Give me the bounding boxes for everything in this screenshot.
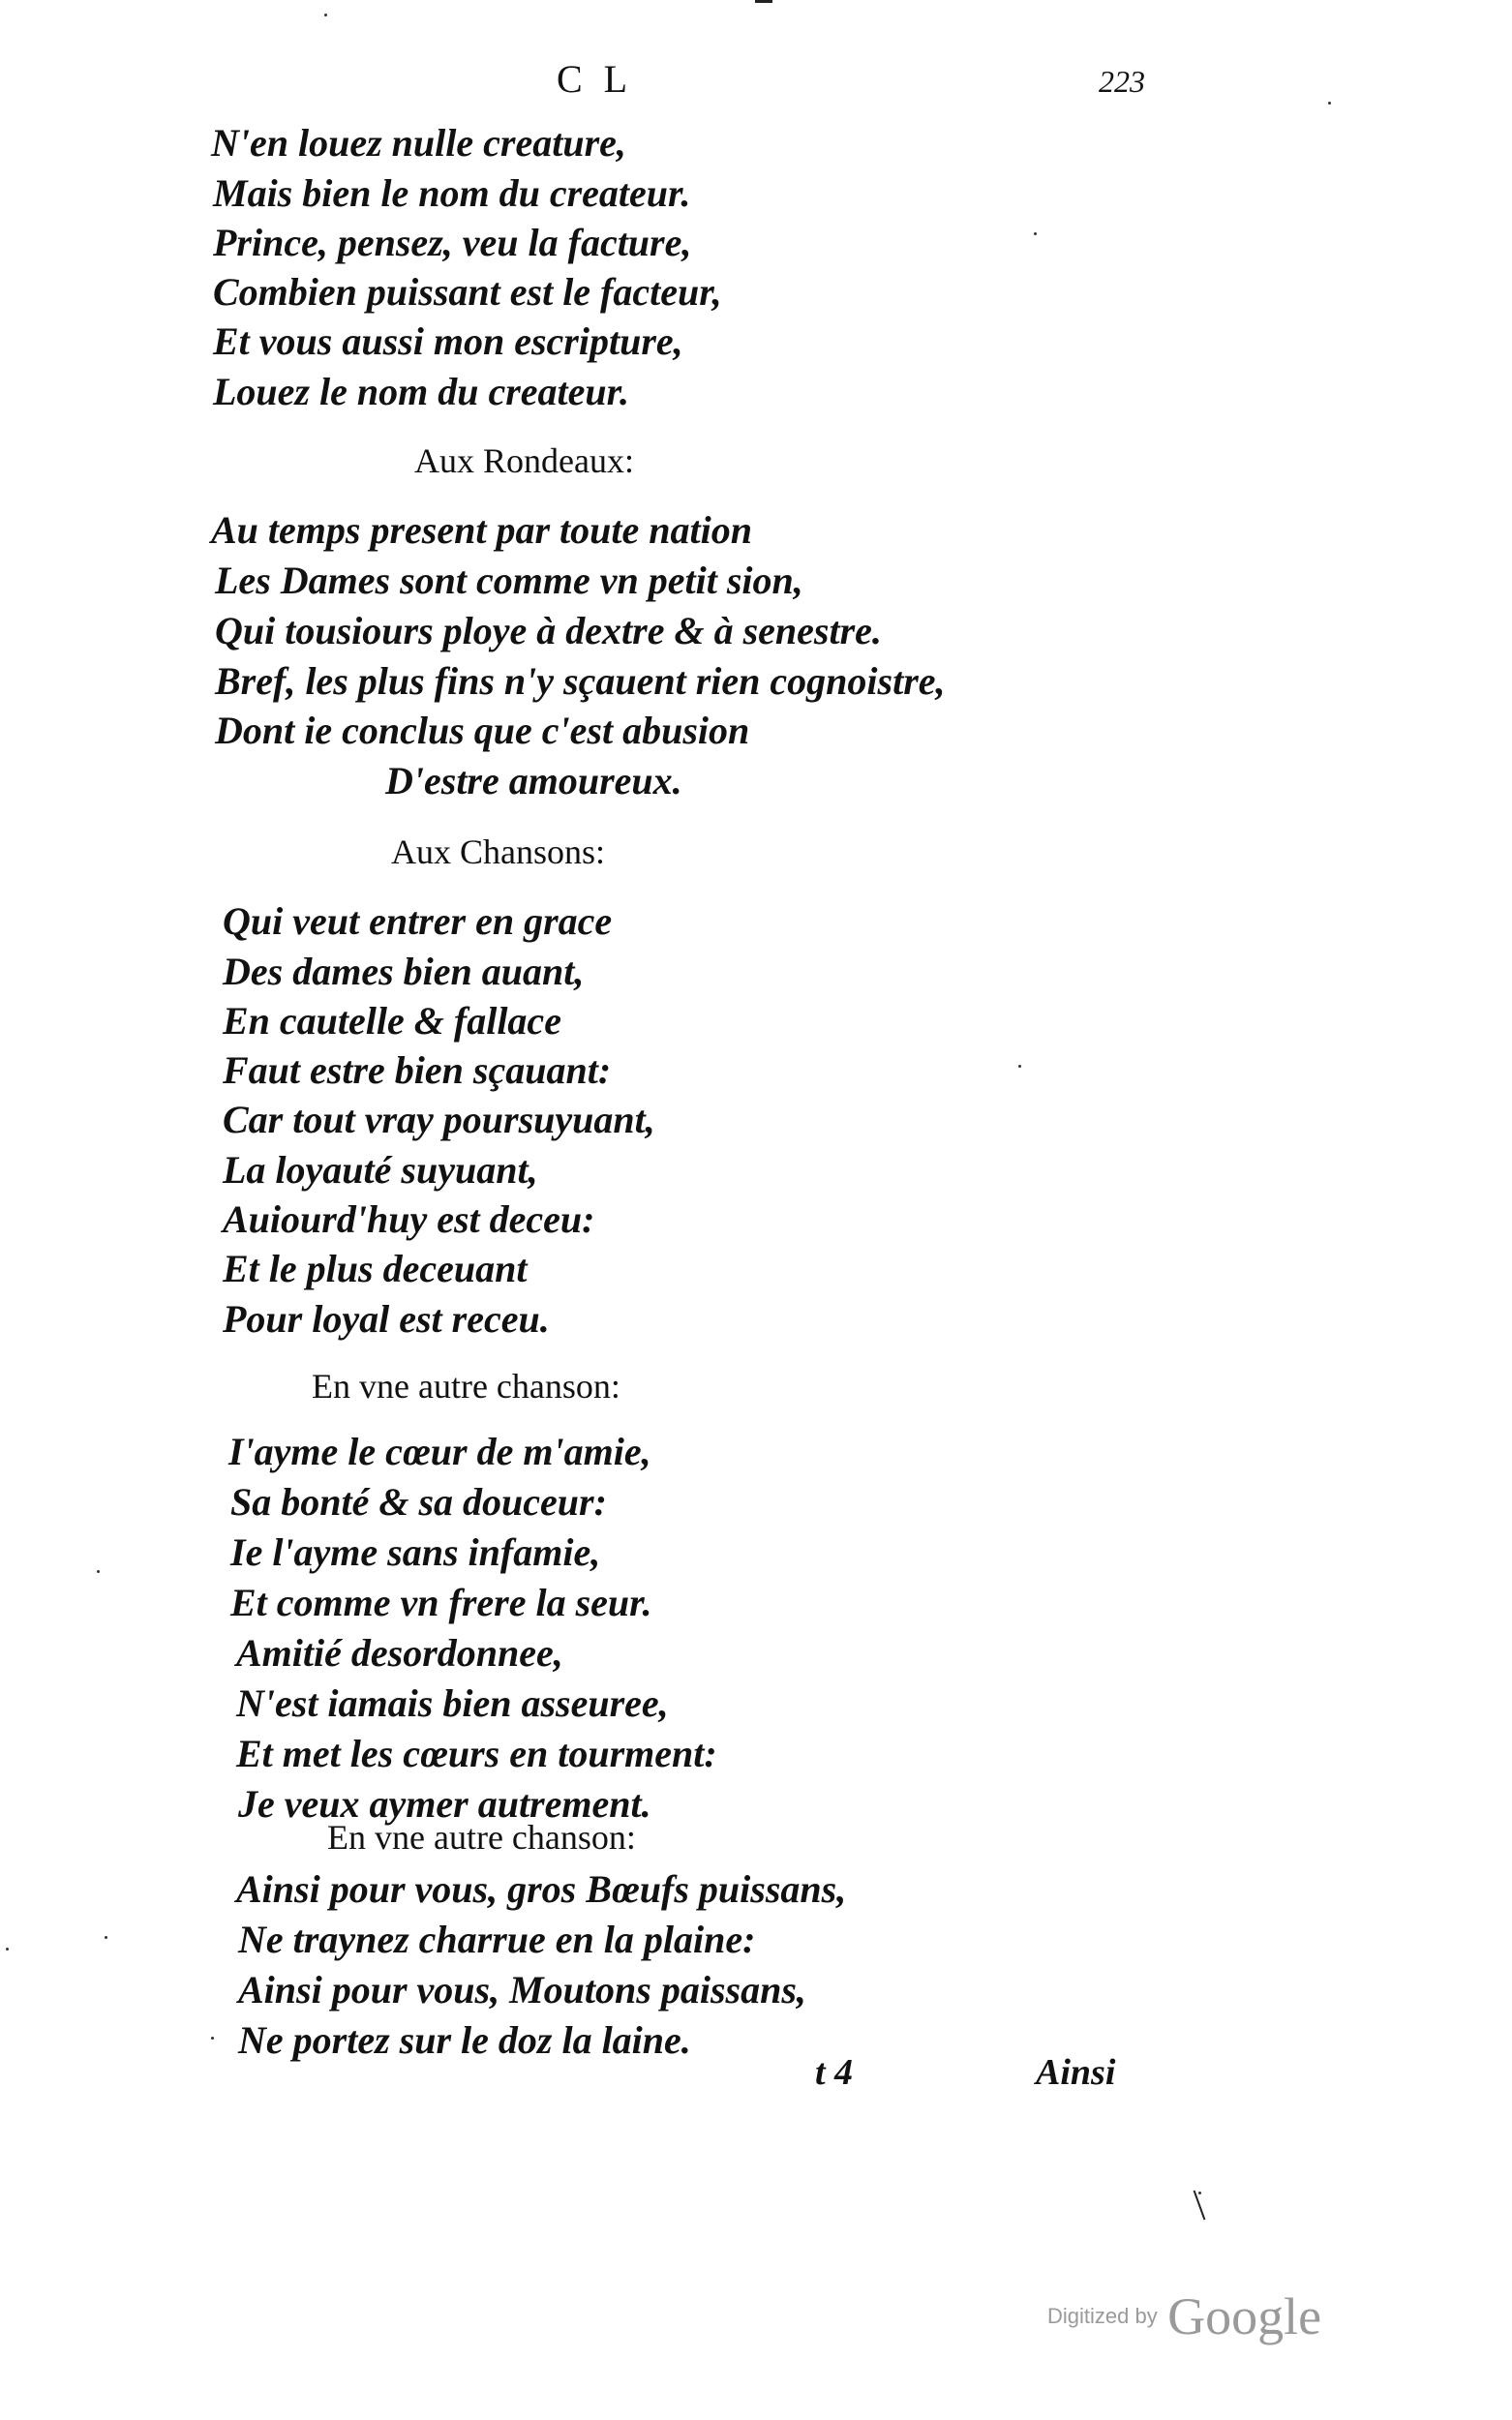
verse-line: Ainsi pour vous, Moutons paissans, (238, 1968, 806, 2012)
watermark-prefix: Digitized by (1047, 2304, 1158, 2328)
verse-line: I'ayme le cœur de m'amie, (228, 1430, 651, 1473)
verse-line: Des dames bien auant, (223, 950, 585, 993)
verse-line: N'en louez nulle creature, (211, 121, 626, 165)
verse-line: Combien puissant est le facteur, (213, 270, 722, 314)
signature-mark: t 4 (815, 2052, 854, 2093)
scan-speck (6, 1948, 9, 1951)
scan-speck (1018, 1065, 1021, 1068)
verse-line: N'est iamais bien asseuree, (236, 1681, 669, 1725)
verse-line: Et le plus deceuant (223, 1247, 528, 1290)
catchword: Ainsi (1036, 2052, 1116, 2093)
verse-line: Les Dames sont comme vn petit sion, (215, 559, 803, 602)
scan-speck (324, 14, 327, 16)
scan-stroke (755, 0, 772, 3)
section-heading-rondeaux: Aux Rondeaux: (414, 441, 634, 480)
verse-line: Ainsi pour vous, gros Bœufs puissans, (236, 1867, 847, 1911)
verse-line: Bref, les plus fins n'y sçauent rien cognoistre, (215, 659, 946, 703)
verse-line: Prince, pensez, veu la facture, (213, 221, 692, 264)
verse-line: Dont ie conclus que c'est abusion (215, 709, 750, 752)
section-heading-chansons: Aux Chansons: (391, 832, 606, 871)
verse-line: Faut estre bien sçauant: (223, 1048, 612, 1092)
running-title: C L (557, 57, 634, 101)
verse-line: Au temps present par toute nation (211, 508, 752, 552)
google-logo: Google (1167, 2287, 1322, 2345)
refrain-line: D'estre amoureux. (385, 759, 682, 802)
scan-stroke (1194, 2191, 1206, 2221)
digitized-by-watermark (1047, 2286, 1321, 2346)
verse-line: Qui veut entrer en grace (223, 899, 613, 943)
verse-line: La loyauté suyuant, (223, 1148, 538, 1192)
verse-line: Amitié desordonnee, (236, 1631, 563, 1675)
scan-speck (1198, 2192, 1201, 2194)
scan-speck (1034, 232, 1037, 235)
verse-line: Et vous aussi mon escripture, (213, 319, 683, 363)
page-number: 223 (1099, 64, 1145, 99)
verse-line: Ne traynez charrue en la plaine: (238, 1918, 756, 1961)
verse-line: Sa bonté & sa douceur: (230, 1480, 607, 1524)
verse-line: En cautelle & fallace (223, 999, 561, 1043)
scan-speck (1328, 102, 1331, 105)
verse-line: Qui tousiours ploye à dextre & à senestre. (215, 609, 882, 652)
scan-speck (97, 1570, 100, 1573)
scan-speck (211, 2037, 214, 2040)
verse-line: Car tout vray poursuyuant, (223, 1098, 655, 1141)
verse-line: Et met les cœurs en tourment: (236, 1732, 717, 1775)
verse-line: Pour loyal est receu. (223, 1297, 550, 1341)
verse-line: Je veux aymer autrement. (238, 1782, 651, 1826)
verse-line: Ne portez sur le doz la laine. (238, 2018, 691, 2062)
verse-line: Mais bien le nom du createur. (213, 171, 691, 215)
verse-line: Auiourd'huy est deceu: (223, 1197, 595, 1241)
verse-line: Ie l'ayme sans infamie, (230, 1530, 601, 1574)
scan-speck (105, 1936, 107, 1939)
verse-line: Louez le nom du createur. (213, 370, 630, 413)
section-heading-autre-chanson: En vne autre chanson: (327, 1818, 636, 1857)
verse-line: Et comme vn frere la seur. (230, 1581, 652, 1624)
section-heading-autre-chanson: En vne autre chanson: (312, 1367, 620, 1406)
